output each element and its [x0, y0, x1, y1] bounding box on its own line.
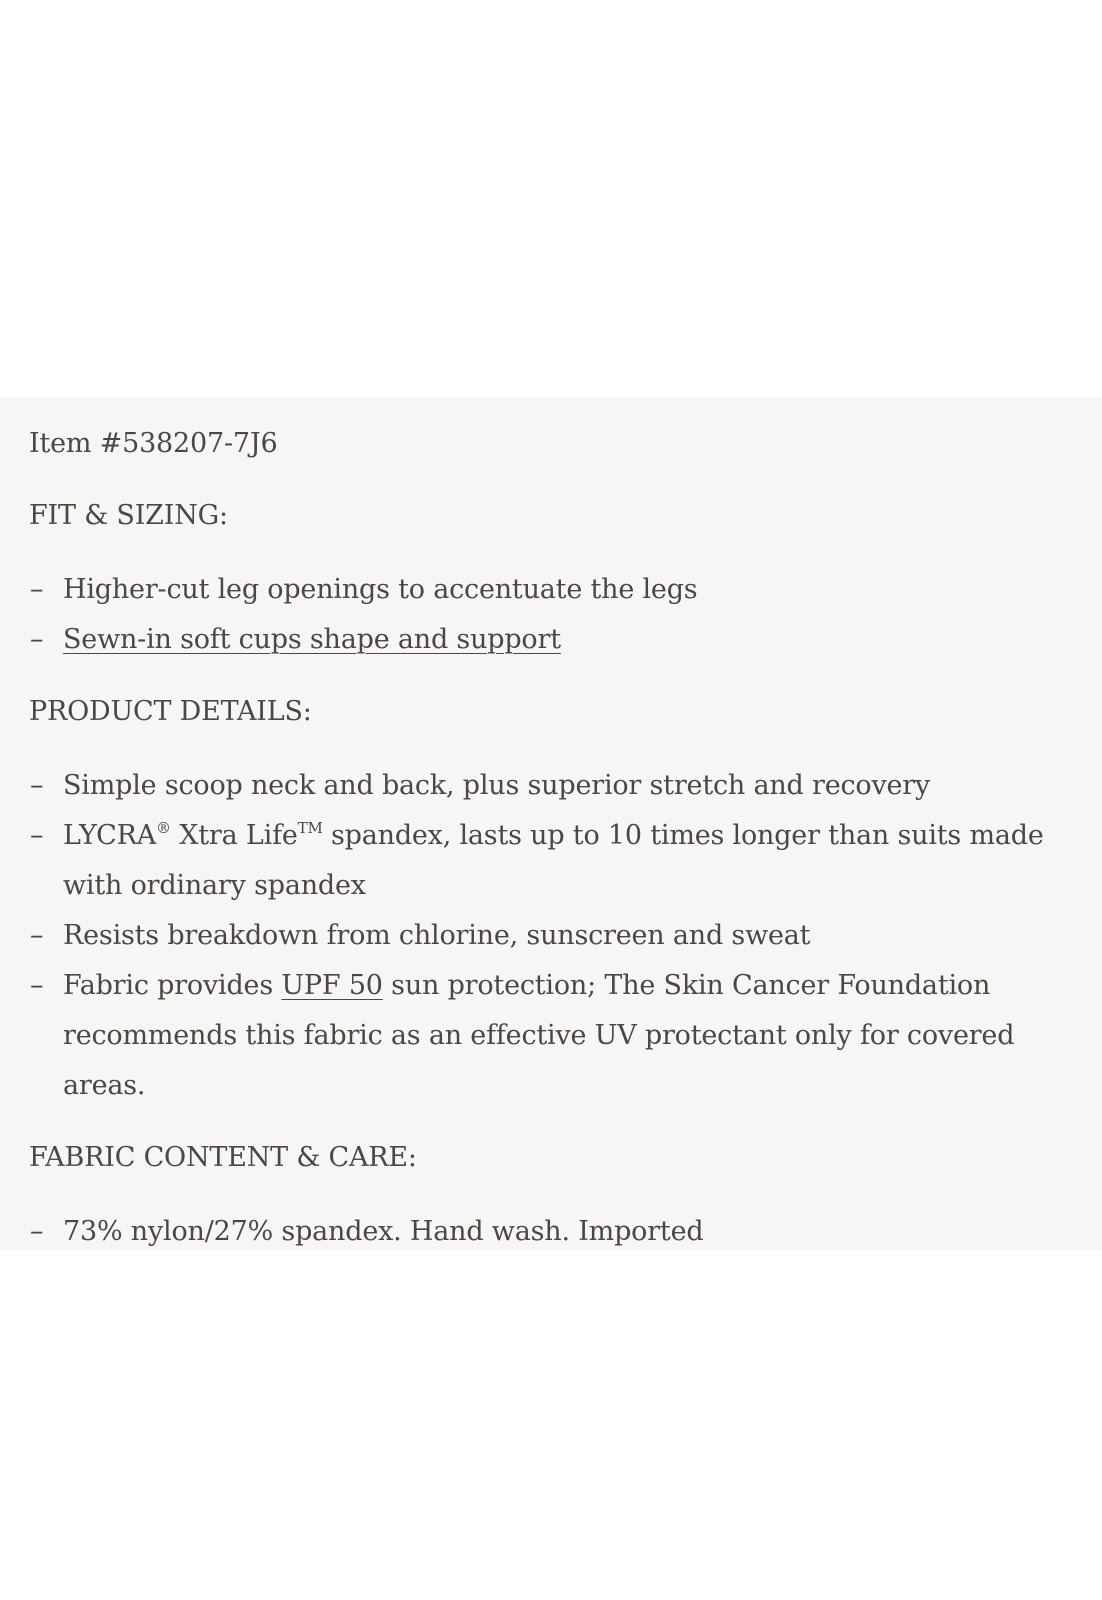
spandex-text: spandex, lasts up to 10 times longer than suits made with ordinary spandex [63, 820, 1044, 901]
lycra-brand-text: LYCRA [63, 820, 157, 851]
fit-sizing-heading: FIT & SIZING: [29, 500, 228, 531]
list-item [29, 761, 1089, 811]
upf-prefix-text: Fabric provides [63, 970, 282, 1001]
list-item [29, 615, 1089, 665]
product-details-content [29, 419, 1089, 1257]
bullet-dash: – [30, 920, 44, 951]
fabric-care-list [29, 1207, 1089, 1257]
details-bullet-text: Resists breakdown from chlorine, sunscreen and sweat [63, 920, 811, 951]
sewn-in-cups-link[interactable]: Sewn-in soft cups shape and support [63, 624, 561, 655]
fit-bullet-text: Higher-cut leg openings to accentuate the legs [63, 574, 698, 605]
product-details-heading: PRODUCT DETAILS: [29, 696, 312, 727]
details-bullet-text: Simple scoop neck and back, plus superior stretch and recovery [63, 770, 931, 801]
upf-suffix-text: sun protection; The Skin Cancer Foundation recommends this fabric as an effective UV protectant only for covered areas. [63, 970, 1015, 1101]
bullet-dash: – [30, 1216, 44, 1247]
list-item [29, 961, 1089, 1111]
fit-sizing-list [29, 565, 1089, 665]
xtra-life-text: Xtra Life [170, 820, 298, 851]
registered-mark: ® [156, 819, 171, 837]
upf-50-link[interactable]: UPF 50 [281, 970, 383, 1001]
item-number: Item #538207-7J6 [29, 428, 278, 459]
list-item [29, 811, 1089, 911]
list-item [29, 1207, 1089, 1257]
bullet-dash: – [30, 770, 44, 801]
trademark-mark: TM [297, 819, 323, 837]
care-bullet-text: 73% nylon/27% spandex. Hand wash. Imported [63, 1216, 704, 1247]
list-item [29, 565, 1089, 615]
product-details-panel [0, 397, 1102, 1250]
bullet-dash: – [30, 820, 44, 851]
list-item [29, 911, 1089, 961]
product-details-list [29, 761, 1089, 1111]
fabric-care-heading: FABRIC CONTENT & CARE: [29, 1142, 417, 1173]
bullet-dash: – [30, 970, 44, 1001]
bullet-dash: – [30, 624, 44, 655]
bullet-dash: – [30, 574, 44, 605]
